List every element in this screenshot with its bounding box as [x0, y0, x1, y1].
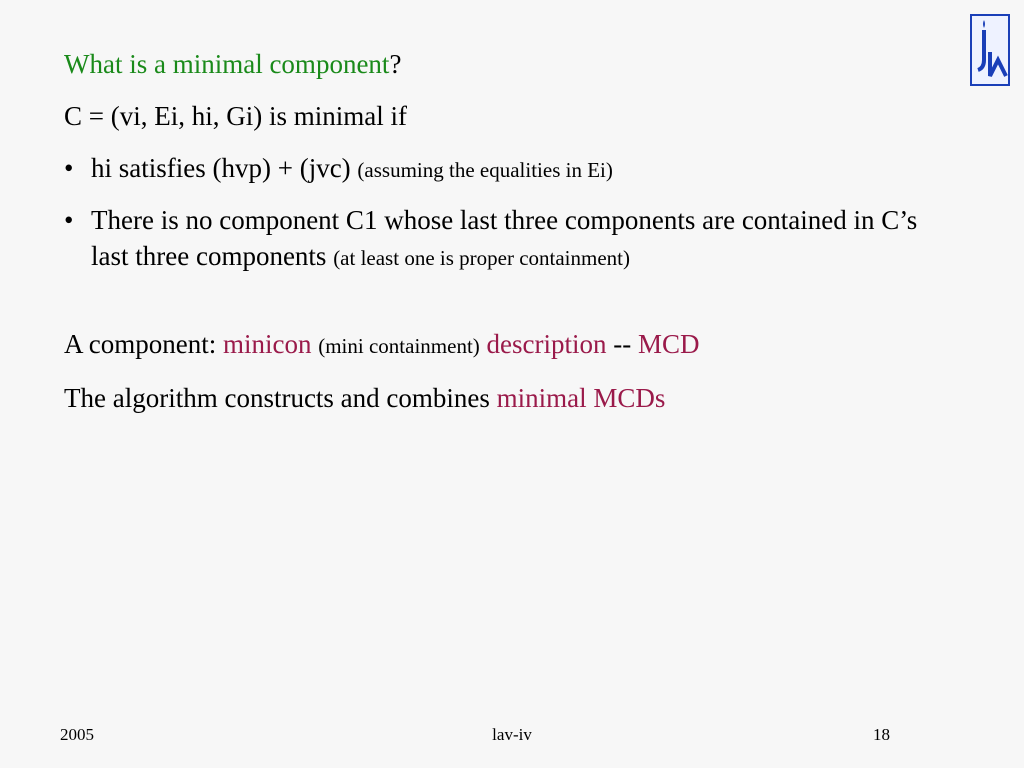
bullet-main-text: There is no component C1 whose last three components are contained in C’s last three components — [91, 205, 918, 271]
bullet-dot: • — [64, 153, 74, 183]
title-question-mark: ? — [389, 49, 402, 79]
mcd-dashes: -- — [613, 329, 632, 359]
footer-year: 2005 — [60, 725, 94, 744]
bullet-list — [64, 150, 924, 276]
minimal-mcds-term: minimal MCDs — [496, 383, 666, 413]
bullet-item — [64, 150, 924, 188]
title-text: What is a minimal component — [64, 49, 390, 79]
mcd-prefix: A component: — [64, 329, 217, 359]
minicon-term: minicon — [222, 329, 312, 359]
bullet-note: (at least one is proper containment) — [333, 246, 630, 270]
footer-title: lav-iv — [492, 725, 532, 744]
slide-title — [64, 46, 924, 82]
mcd-definition-line — [64, 326, 924, 364]
bullet-item — [64, 202, 921, 276]
bullet-main-text: hi satisfies (hvp) + (jvc) — [91, 153, 351, 183]
algorithm-line — [64, 380, 924, 416]
mcd-acronym: MCD — [638, 329, 700, 359]
algorithm-text: The algorithm constructs and combines — [64, 383, 490, 413]
page-number: 18 — [873, 725, 890, 744]
definition-line: C = (vi, Ei, hi, Gi) is minimal if — [64, 101, 407, 131]
bullet-dot: • — [64, 205, 74, 235]
institution-logo-icon — [970, 14, 1010, 86]
slide-content — [64, 46, 924, 432]
description-term: description — [486, 329, 607, 359]
bullet-note: (assuming the equalities in Ei) — [357, 158, 613, 182]
minicon-expansion: (mini containment) — [318, 334, 480, 358]
